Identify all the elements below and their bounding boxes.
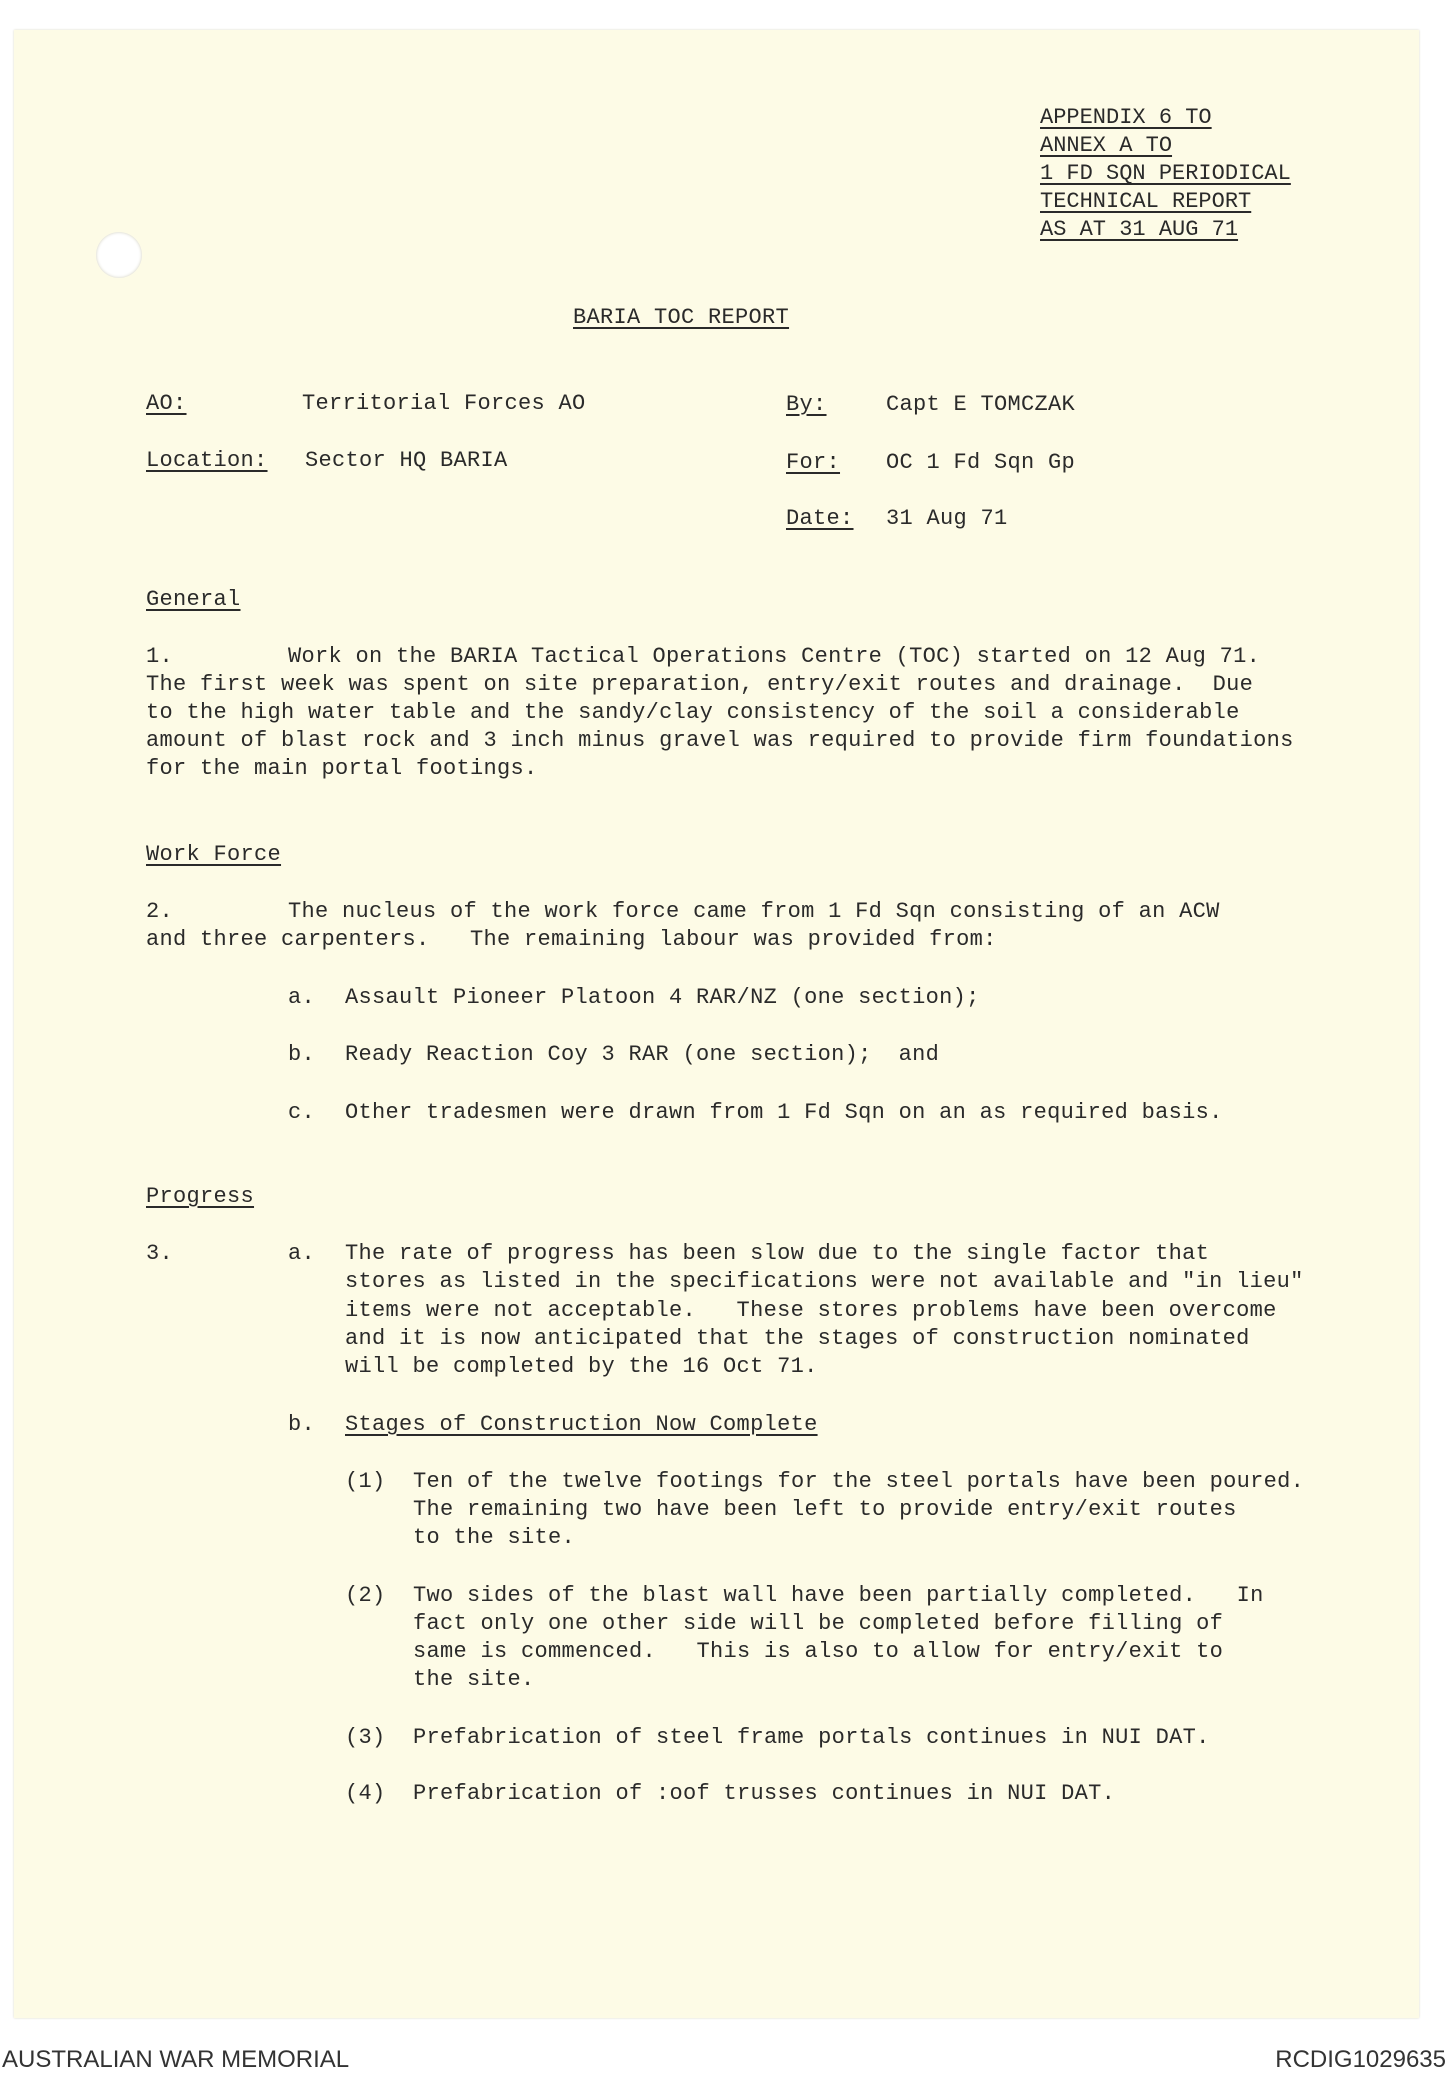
list-marker: c. (288, 1100, 316, 1125)
list-marker: a. (288, 1241, 316, 1266)
stage-number: (3) (345, 1725, 386, 1750)
appendix-reference (1040, 104, 1291, 244)
stage-line: to the site. (413, 1525, 576, 1550)
stage-line: Ten of the twelve footings for the steel portals have been poured. (413, 1469, 1305, 1494)
location-label: Location: (146, 448, 268, 473)
appendix-line: ANNEX A TO (1040, 133, 1173, 158)
general-line: The first week was spent on site preparation, entry/exit routes and drainage. Due (146, 672, 1254, 697)
stage-line: Two sides of the blast wall have been partially completed. In (413, 1583, 1264, 1608)
stages-heading: Stages of Construction Now Complete (345, 1412, 818, 1437)
paragraph-number: 3. (146, 1241, 174, 1266)
progress-a-line: items were not acceptable. These stores problems have been overcome (345, 1298, 1277, 1323)
general-heading: General (146, 587, 241, 612)
stage-line: The remaining two have been left to provide entry/exit routes (413, 1497, 1237, 1522)
general-line: Work on the BARIA Tactical Operations Centre (TOC) started on 12 Aug 71. (288, 644, 1261, 669)
appendix-line: 1 FD SQN PERIODICAL (1040, 161, 1291, 186)
work-force-line: and three carpenters. The remaining labour was provided from: (146, 927, 997, 952)
list-item: Ready Reaction Coy 3 RAR (one section); and (345, 1042, 940, 1067)
progress-heading: Progress (146, 1184, 255, 1209)
record-id: RCDIG1029635 (1275, 2046, 1446, 2073)
stage-line: the site. (413, 1667, 535, 1692)
by-label: By: (786, 392, 827, 417)
date-label: Date: (786, 506, 854, 531)
ao-value: Territorial Forces AO (302, 391, 586, 416)
stage-line: Prefabrication of steel frame portals continues in NUI DAT. (413, 1725, 1210, 1750)
stage-line: fact only one other side will be completed before filling of (413, 1611, 1224, 1636)
progress-a-line: The rate of progress has been slow due to the single factor that (345, 1241, 1210, 1266)
progress-a-line: will be completed by the 16 Oct 71. (345, 1354, 818, 1379)
progress-a-line: and it is now anticipated that the stages of construction nominated (345, 1326, 1250, 1351)
stage-line: Prefabrication of :oof trusses continues in NUI DAT. (413, 1781, 1116, 1806)
appendix-line: AS AT 31 AUG 71 (1040, 217, 1239, 242)
stage-number: (4) (345, 1781, 386, 1806)
paragraph-number: 1. (146, 644, 174, 669)
general-line: amount of blast rock and 3 inch minus gravel was required to provide firm foundations (146, 728, 1294, 753)
appendix-line: APPENDIX 6 TO (1040, 105, 1212, 130)
work-force-line: The nucleus of the work force came from 1 Fd Sqn consisting of an ACW (288, 899, 1220, 924)
stage-line: same is commenced. This is also to allow for entry/exit to (413, 1639, 1224, 1664)
archive-credit: AUSTRALIAN WAR MEMORIAL (2, 2046, 350, 2073)
general-line: for the main portal footings. (146, 756, 538, 781)
stage-number: (1) (345, 1469, 386, 1494)
list-marker: b. (288, 1412, 316, 1437)
for-value: OC 1 Fd Sqn Gp (886, 450, 1076, 475)
list-marker: b. (288, 1042, 316, 1067)
paragraph-number: 2. (146, 899, 174, 924)
report-title: BARIA TOC REPORT (573, 305, 790, 330)
work-force-heading: Work Force (146, 842, 282, 867)
location-value: Sector HQ BARIA (305, 448, 508, 473)
list-item: Other tradesmen were drawn from 1 Fd Sqn on an as required basis. (345, 1100, 1223, 1125)
appendix-line: TECHNICAL REPORT (1040, 189, 1252, 214)
ao-label: AO: (146, 391, 187, 416)
general-line: to the high water table and the sandy/clay consistency of the soil a considerable (146, 700, 1240, 725)
list-marker: a. (288, 985, 316, 1010)
date-value: 31 Aug 71 (886, 506, 1008, 531)
list-item: Assault Pioneer Platoon 4 RAR/NZ (one section); (345, 985, 980, 1010)
for-label: For: (786, 450, 841, 475)
progress-a-line: stores as listed in the specifications were not available and "in lieu" (345, 1269, 1304, 1294)
by-value: Capt E TOMCZAK (886, 392, 1076, 417)
stage-number: (2) (345, 1583, 386, 1608)
punch-hole (96, 232, 142, 278)
